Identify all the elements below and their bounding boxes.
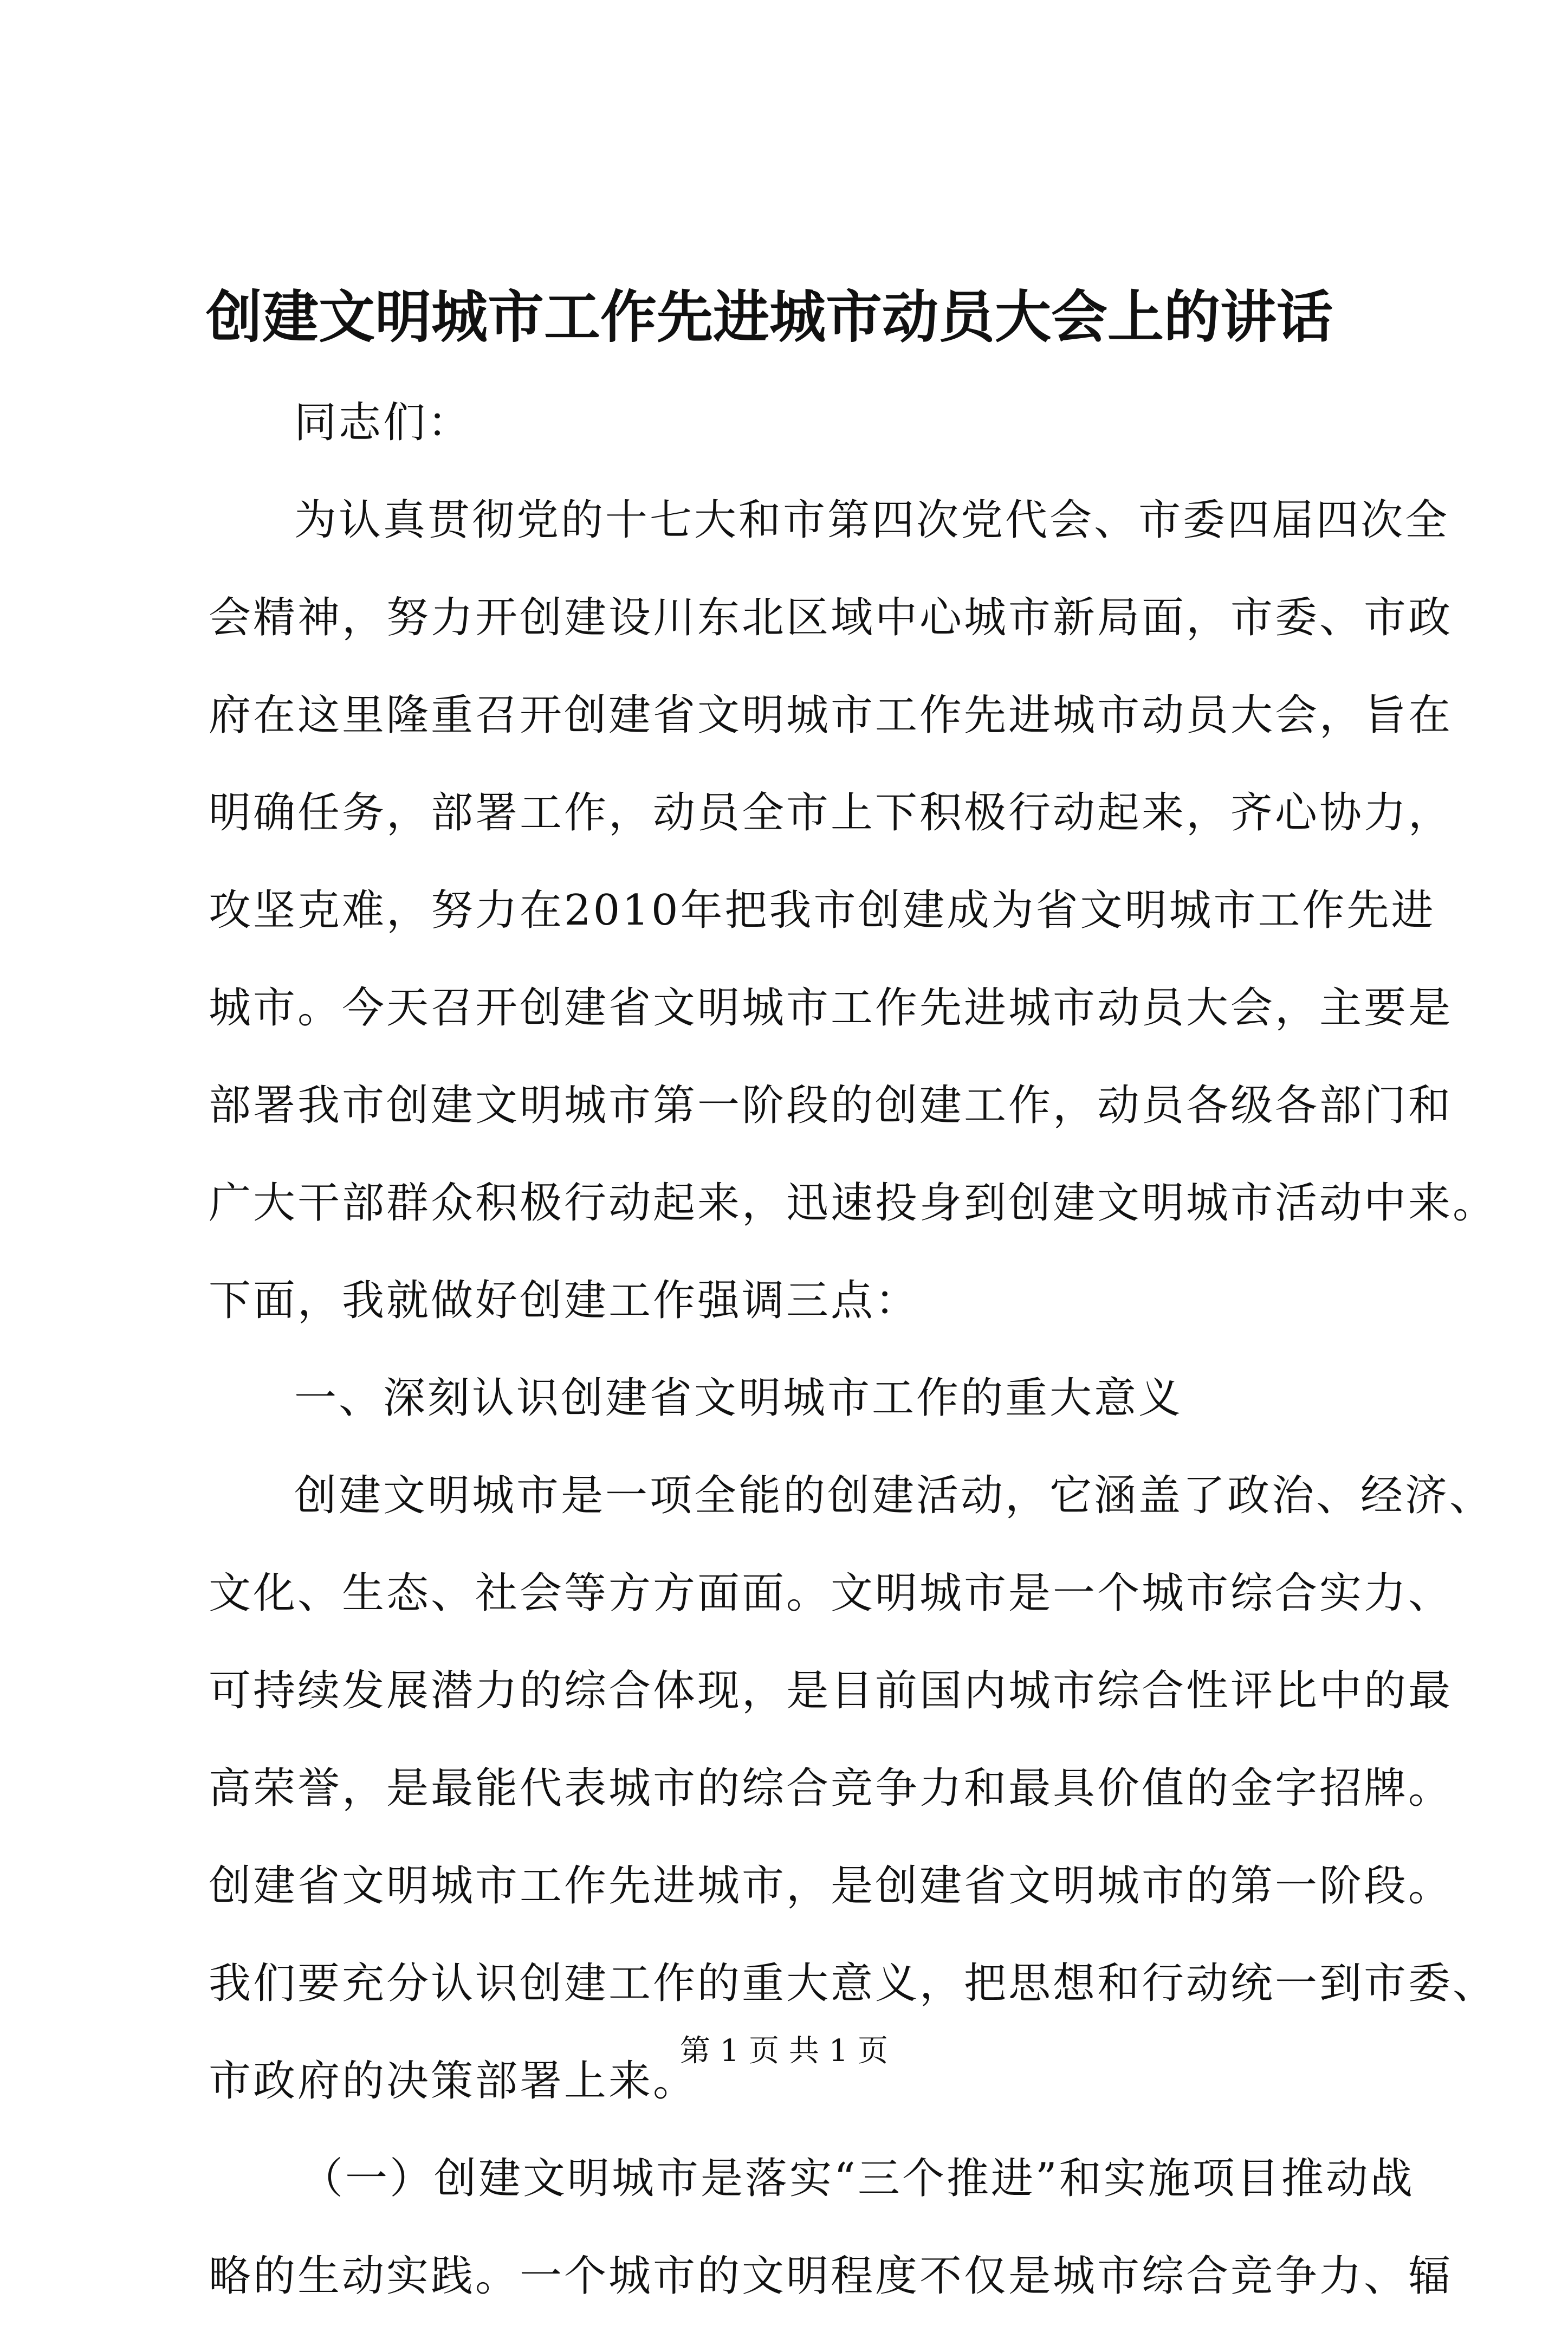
section-heading: 一、深刻认识创建省文明城市工作的重大意义	[294, 1374, 1183, 1423]
paragraph-line: 明确任务，部署工作，动员全市上下积极行动起来，齐心协力，	[209, 789, 1453, 837]
paragraph-line: 下面，我就做好创建工作强调三点：	[209, 1276, 920, 1325]
paragraph-line: 广大干部群众积极行动起来，迅速投身到创建文明城市活动中来。	[209, 1179, 1498, 1228]
salutation: 同志们：	[294, 398, 472, 447]
subsection-heading: （一）创建文明城市是落实“三个推进”和实施项目推动战	[301, 2154, 1415, 2203]
paragraph-line: 攻坚克难，努力在2010年把我市创建成为省文明城市工作先进	[209, 886, 1436, 935]
paragraph-line: 文化、生态、社会等方方面面。文明城市是一个城市综合实力、	[209, 1569, 1453, 1618]
paragraph-line: 高荣誉，是最能代表城市的综合竞争力和最具价值的金字招牌。	[209, 1764, 1453, 1813]
paragraph-line: 城市。今天召开创建省文明城市工作先进城市动员大会，主要是	[209, 984, 1453, 1032]
paragraph-line: 会精神，努力开创建设川东北区域中心城市新局面，市委、市政	[209, 593, 1453, 642]
paragraph-line: 我们要充分认识创建工作的重大意义，把思想和行动统一到市委、	[209, 1959, 1498, 2008]
paragraph-line: 为认真贯彻党的十七大和市第四次党代会、市委四届四次全	[294, 496, 1450, 545]
paragraph-line: 可持续发展潜力的综合体现，是目前国内城市综合性评比中的最	[209, 1667, 1453, 1715]
page-footer: 第 1 页 共 1 页	[679, 2033, 889, 2069]
paragraph-line: 部署我市创建文明城市第一阶段的创建工作，动员各级各部门和	[209, 1081, 1453, 1130]
paragraph-line: 府在这里隆重召开创建省文明城市工作先进城市动员大会，旨在	[209, 691, 1453, 740]
paragraph-line: 略的生动实践。一个城市的文明程度不仅是城市综合竞争力、辐	[209, 2252, 1453, 2301]
paragraph-line: 市政府的决策部署上来。	[209, 2057, 698, 2106]
paragraph-line: 创建省文明城市工作先进城市，是创建省文明城市的第一阶段。	[209, 1862, 1453, 1910]
document-title: 创建文明城市工作先进城市动员大会上的讲话	[206, 283, 1333, 350]
paragraph-line: 创建文明城市是一项全能的创建活动，它涵盖了政治、经济、	[294, 1471, 1494, 1520]
